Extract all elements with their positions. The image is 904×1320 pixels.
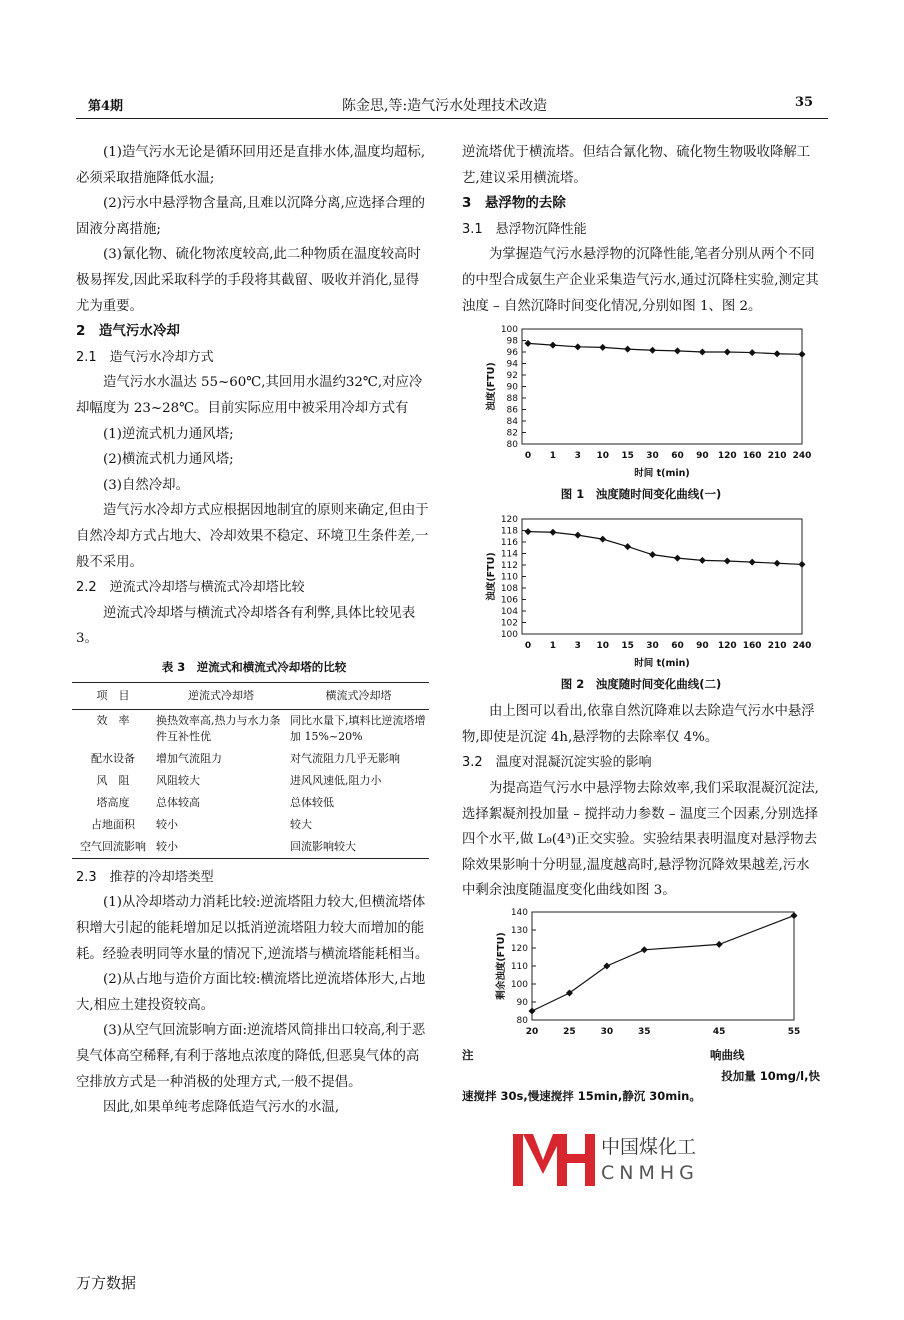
x-tick-label: 55 [787,1026,801,1037]
subsection-heading: 2.3 推荐的冷却塔类型 [76,869,214,885]
data-point [799,561,806,568]
table-cell: 风阻较大 [156,773,200,787]
y-tick-label: 110 [500,572,518,583]
data-point [724,349,731,356]
x-tick-label: 160 [742,451,762,462]
data-point [749,559,756,566]
x-tick-label: 30 [646,451,659,462]
paragraph: (1)从冷却塔动力消耗比较:逆流塔阻力较大,但横流塔体积增大引起的能耗增加足以抵消逆流塔阻力较大而增加的能耗。经验表明同等水量的情况下,逆流塔与横流塔能耗相当。 [76,895,429,962]
figure-3-caption [462,1044,820,1066]
x-tick-label: 60 [671,451,684,462]
table-cell: 占地面积 [91,817,135,831]
x-tick-label: 20 [525,1026,539,1037]
y-tick-label: 130 [510,925,528,936]
table-cell: 塔高度 [96,795,130,809]
paragraph: (3)从空气回流影响方面:逆流塔风筒排出口较高,利于恶臭气体高空稀释,有利于落地点浓度的降低,但恶臭气体的高空排放方式是一种消极的处理方式,一般不提倡。 [76,1023,426,1090]
data-point [624,543,631,550]
table-cell: 效 率 [96,713,130,727]
paragraph: 由上图可以看出,依靠自然沉降难以去除造气污水中悬浮物,即使是沉淀 4h,悬浮物的去除率仅 4%。 [462,704,815,745]
table-row [72,748,429,770]
y-tick-label: 102 [500,618,518,629]
y-tick-label: 140 [510,907,528,918]
paragraph: (2)从占地与造价方面比较:横流塔比逆流塔体形大,占地大,相应土建投资较高。 [76,972,426,1013]
x-tick-label: 210 [767,451,787,462]
right-column [462,140,820,1106]
data-point [549,529,556,536]
table-row [72,709,429,748]
x-tick-label: 10 [596,641,609,652]
figure-3-note-cont: 速搅拌 30s,慢速搅拌 15min,静沉 30min。 [462,1088,701,1103]
paragraph: 造气污水水温达 55~60℃,其回用水温约32℃,对应冷却幅度为 23~28℃。目前实际应用中被采用冷却方式有 [76,375,423,416]
x-tick-label: 160 [742,641,762,652]
table-header-cell: 项 目 [72,682,154,709]
watermark-logo [509,1130,709,1190]
subsection-heading: 3.2 温度对混凝沉淀实验的影响 [462,755,652,771]
y-tick-label: 120 [510,943,528,954]
y-tick-label: 86 [506,405,518,416]
paragraph: (1)造气污水无论是循环回用还是直排水体,温度均超标,必须采取措施降低水温; [76,145,426,186]
y-tick-label: 84 [506,417,518,428]
y-axis-label: 浊度(FTU) [486,362,497,411]
data-point [699,349,706,356]
section-heading: 2 造气污水冷却 [76,323,180,340]
x-tick-label: 25 [563,1026,576,1037]
data-point [529,1007,536,1014]
table-cell: 配水设备 [91,751,135,765]
figure-1-caption: 图 1 浊度随时间变化曲线(一) [560,487,722,502]
data-point [699,557,706,564]
figure-3-caption-start: 注 [462,1047,474,1062]
plot-frame [522,519,802,634]
y-tick-label: 100 [500,630,518,641]
figure-3-caption-end: 响曲线 [710,1047,745,1062]
x-tick-label: 30 [600,1026,614,1037]
series-line [528,532,802,565]
x-tick-label: 35 [638,1026,651,1037]
x-tick-label: 3 [574,451,581,462]
y-tick-label: 90 [516,997,528,1008]
x-tick-label: 120 [717,641,737,652]
table-row [72,770,429,792]
comparison-table [72,682,429,859]
data-point [774,560,781,567]
data-point [649,347,656,354]
data-point [574,343,581,350]
figure-3-chart [472,904,812,1044]
x-tick-label: 0 [524,641,532,652]
data-point [799,351,806,358]
data-point [716,941,723,948]
watermark-en: CNMHG [601,1162,699,1184]
watermark-cn: 中国煤化工 [601,1136,697,1158]
x-tick-label: 0 [524,451,532,462]
x-tick-label: 120 [717,451,737,462]
y-tick-label: 96 [506,348,518,359]
list-item: (2)横流式机力通风塔; [103,452,234,468]
table-header-row [72,682,429,709]
x-tick-label: 45 [712,1026,726,1037]
y-tick-label: 94 [506,359,518,370]
list-item: (1)逆流式机力通风塔; [103,426,234,442]
table-cell: 增加气流阻力 [156,751,222,765]
data-point [674,348,681,355]
table-caption: 表 3 逆流式和横流式冷却塔的比较 [161,659,347,674]
x-tick-label: 60 [671,641,684,652]
figure-2-chart [472,509,812,669]
table-cell: 同比水量下,填料比逆流塔增加 15%~20% [290,713,426,743]
table-cell: 回流影响较大 [288,836,429,859]
header-rule [76,118,828,119]
data-point [674,555,681,562]
plot-frame [532,912,794,1020]
data-point [525,528,532,535]
x-axis-label: 时间 t(min) [634,658,690,670]
data-point [749,349,756,356]
x-tick-label: 3 [574,641,581,652]
data-point [624,346,631,353]
footer-source: 万方数据 [76,1274,137,1292]
x-tick-label: 1 [549,641,557,652]
paragraph: 逆流塔优于横流塔。但结合氰化物、硫化物生物吸收降解工艺,建议采用横流塔。 [462,145,811,186]
table-cell: 对气流阻力几乎无影响 [290,751,400,765]
y-tick-label: 80 [516,1015,528,1026]
header-title: 陈金思,等:造气污水处理技术改造 [342,98,548,114]
y-tick-label: 112 [500,561,518,572]
y-tick-label: 88 [506,394,518,405]
table-cell: 风 阻 [96,773,130,787]
table-cell: 换热效率高,热力与水力条件互补性优 [156,713,281,743]
y-axis-label: 剩余浊度(FTU) [496,932,507,1000]
table-cell: 空气回流影响 [72,836,154,859]
data-point [574,532,581,539]
table-cell: 较小 [156,817,178,831]
series-line [532,916,794,1011]
paragraph: (2)污水中悬浮物含量高,且难以沉降分离,应选择合理的固液分离措施; [76,196,426,237]
paragraph: (3)氰化物、硫化物浓度较高,此二种物质在温度较高时极易挥发,因此采取科学的手段将其截留、吸收并消化,显得尤为重要。 [76,247,421,314]
y-tick-label: 80 [506,440,518,451]
x-tick-label: 240 [792,451,812,462]
paragraph: 为掌握造气污水悬浮物的沉降性能,笔者分别从两个不同的中型合成氨生产企业采集造气污水,通过沉降柱实验,测定其浊度 – 自然沉降时间变化情况,分别如图 1、图 2。 [462,247,819,314]
data-point [599,536,606,543]
x-tick-label: 15 [621,641,634,652]
table-cell: 较小 [154,836,288,859]
table-row [72,836,429,859]
y-axis-label: 浊度(FTU) [486,552,497,601]
x-axis-label: 时间 t(min) [634,468,690,480]
y-tick-label: 104 [500,607,518,618]
data-point [774,350,781,357]
table-row [72,792,429,814]
x-tick-label: 30 [646,641,659,652]
x-tick-label: 90 [696,641,709,652]
paragraph: 因此,如果单纯考虑降低造气污水的水温, [103,1100,340,1116]
x-tick-label: 1 [549,451,557,462]
figure-1-chart [472,319,812,479]
y-tick-label: 108 [500,584,518,595]
table-cell: 总体较低 [290,795,334,809]
paragraph: 造气污水冷却方式应根据因地制宜的原则来确定,但由于自然冷却方式占地大、冷却效果不稳定、环境卫生条件差,一般不采用。 [76,503,429,570]
y-tick-label: 98 [506,336,518,347]
data-point [599,344,606,351]
data-point [791,912,798,919]
table-header-cell: 逆流式冷却塔 [154,682,288,709]
subsection-heading: 2.1 造气污水冷却方式 [76,349,214,365]
table-cell: 较大 [290,817,312,831]
data-point [724,558,731,565]
y-tick-label: 114 [500,549,518,560]
y-tick-label: 110 [510,961,528,972]
table-cell: 进风风速低,阻力小 [290,773,382,787]
y-tick-label: 100 [500,325,518,336]
table-row [72,814,429,836]
y-tick-label: 92 [506,371,518,382]
table-header-cell: 横流式冷却塔 [288,682,429,709]
y-tick-label: 116 [500,538,518,549]
subsection-heading: 3.1 悬浮物沉降性能 [462,221,587,237]
figure-2-caption: 图 2 浊度随时间变化曲线(二) [560,677,722,692]
x-tick-label: 240 [792,641,812,652]
x-tick-label: 10 [596,451,609,462]
y-tick-label: 82 [506,428,518,439]
y-tick-label: 106 [500,595,518,606]
y-tick-label: 118 [500,526,518,537]
header-page-number: 35 [795,95,814,110]
data-point [649,551,656,558]
x-tick-label: 15 [621,451,634,462]
list-item: (3)自然冷却。 [103,477,189,493]
section-heading: 3 悬浮物的去除 [462,195,566,212]
y-tick-label: 120 [500,515,518,526]
data-point [641,946,648,953]
series-line [528,344,802,355]
x-tick-label: 90 [696,451,709,462]
y-tick-label: 90 [506,382,518,393]
data-point [549,342,556,349]
paragraph: 为提高造气污水中悬浮物去除效率,我们采取混凝沉淀法,选择絮凝剂投加量 – 搅拌动力参数 – 温度三个因素,分别选择四个水平,做 L₉(4³)正交实验。实验结果表明温度对悬浮物去除效果影响十分明显,温度越高时,悬浮物沉降效果越差,污水中剩余浊度随温度变化曲线如图 3。 [462,780,819,899]
table-cell: 总体较高 [156,795,200,809]
y-tick-label: 100 [510,979,528,990]
paragraph: 逆流式冷却塔与横流式冷却塔各有利弊,具体比较见表 3。 [76,605,416,647]
watermark-mh-mark [509,1130,599,1190]
subsection-heading: 2.2 逆流式冷却塔与横流式冷却塔比较 [76,580,305,596]
x-tick-label: 210 [767,641,787,652]
left-column [76,140,432,1121]
header-issue: 第4期 [88,99,124,114]
figure-3-note: 投加量 10mg/l,快 [721,1068,820,1083]
